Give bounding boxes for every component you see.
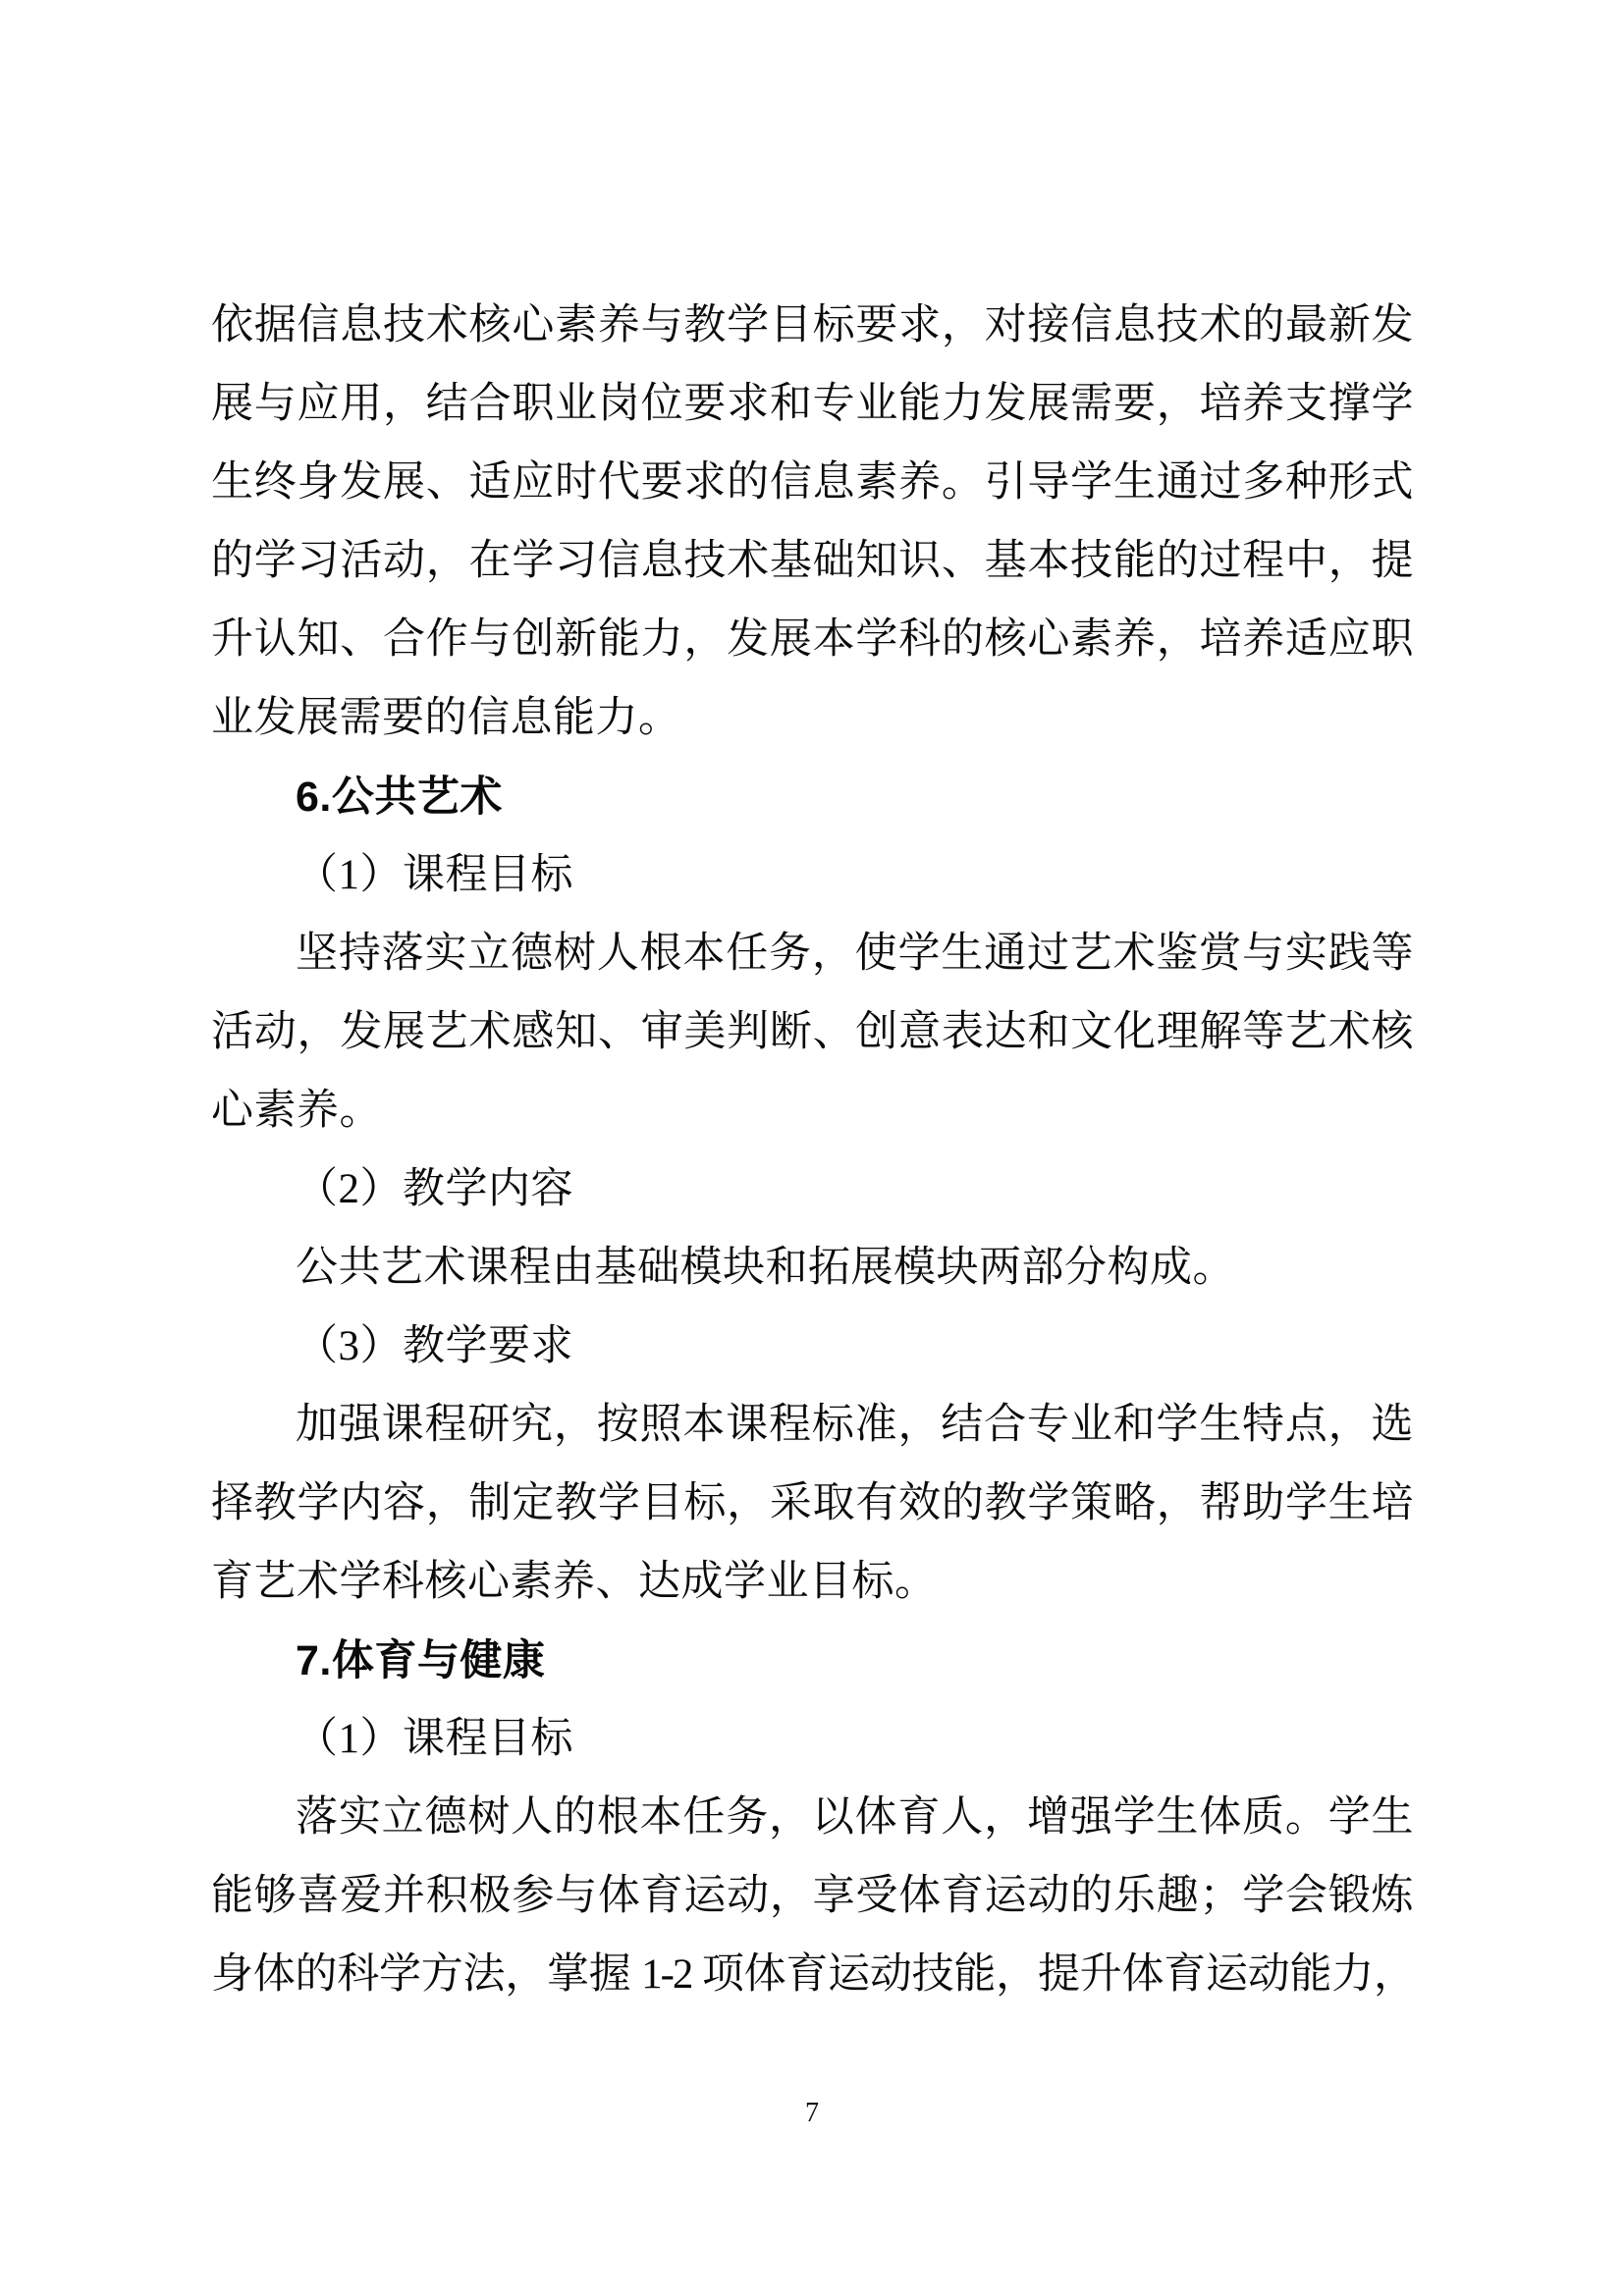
page-footer [0, 2089, 1624, 2138]
text-line: （1）课程目标 [296, 1716, 573, 1762]
text-line: 7.体育与健康 [296, 1637, 546, 1684]
text-line: 业发展需要的信息能力。 [211, 695, 681, 741]
text-line: 落实立德树人的根本任务，以体育人，增强学生体质。学生 [296, 1794, 1414, 1841]
text-line: 身体的科学方法，掌握 1-2 项体育运动技能，提升体育运动能力， [211, 1951, 1414, 1998]
text-line: 6.公共艺术 [296, 774, 503, 821]
text-line: 加强课程研究，按照本课程标准，结合专业和学生特点，选 [296, 1402, 1414, 1448]
text-line: 育艺术学科核心素养、达成学业目标。 [211, 1559, 938, 1605]
text-line: 升认知、合作与创新能力，发展本学科的核心素养，培养适应职 [211, 616, 1414, 663]
text-line: 依据信息技术核心素养与教学目标要求，对接信息技术的最新发 [211, 302, 1414, 348]
page-number: 7 [805, 2098, 819, 2128]
text-line: 生终身发展、适应时代要求的信息素养。引导学生通过多种形式 [211, 459, 1414, 506]
text-line: （3）教学要求 [296, 1323, 573, 1369]
text-line: （2）教学内容 [296, 1166, 573, 1212]
text-line: 坚持落实立德树人根本任务，使学生通过艺术鉴赏与实践等 [296, 931, 1414, 977]
text-block [211, 287, 1414, 2014]
text-line: 公共艺术课程由基础模块和拓展模块两部分构成。 [296, 1245, 1235, 1291]
text-line: 的学习活动，在学习信息技术基础知识、基本技能的过程中，提 [211, 538, 1414, 584]
text-line: 择教学内容，制定教学目标，采取有效的教学策略，帮助学生培 [211, 1480, 1414, 1526]
text-line: （1）课程目标 [296, 852, 573, 898]
text-line: 活动，发展艺术感知、审美判断、创意表达和文化理解等艺术核 [211, 1009, 1414, 1055]
text-line: 展与应用，结合职业岗位要求和专业能力发展需要，培养支撑学 [211, 381, 1414, 427]
text-line: 心素养。 [211, 1088, 382, 1134]
text-line: 能够喜爱并积极参与体育运动，享受体育运动的乐趣；学会锻炼 [211, 1873, 1414, 1919]
